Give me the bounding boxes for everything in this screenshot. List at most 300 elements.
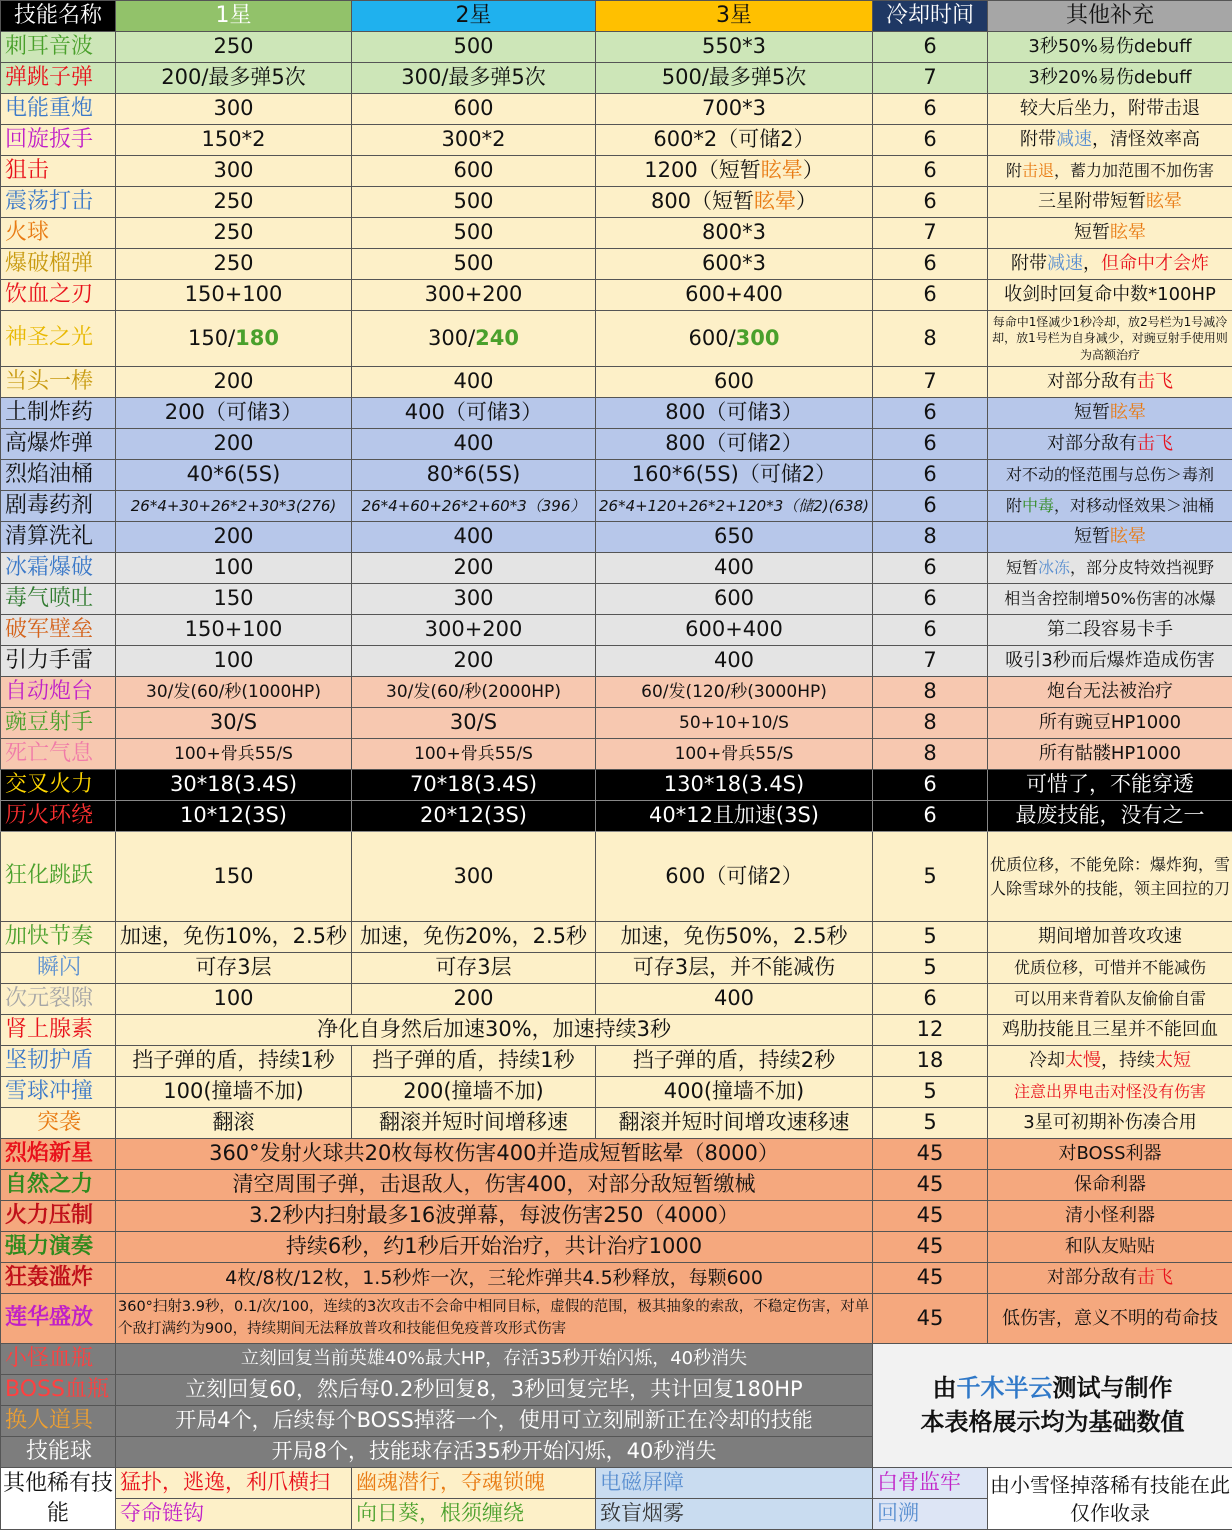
cooldown-value: 6 xyxy=(873,615,988,646)
item-desc: 立刻回复60，然后每0.2秒回复8，3秒回复完毕，共计回复180HP xyxy=(116,1375,873,1406)
table-row xyxy=(1,584,1232,615)
rare-skill: 白骨监牢 xyxy=(873,1468,988,1499)
note-highlight: 眩晕 xyxy=(1110,402,1146,424)
star3-value: 550*3 xyxy=(596,32,873,63)
table-row xyxy=(1,739,1232,770)
skill-name: 冰霜爆破 xyxy=(1,553,116,584)
note: 保命利器 xyxy=(988,1170,1232,1201)
note-text: 短暂 xyxy=(1074,402,1110,424)
note-text: ，清怪效率高 xyxy=(1092,129,1200,151)
item-desc: 立刻回复当前英雄40%最大HP，存活35秒开始闪烁，40秒消失 xyxy=(116,1344,873,1375)
note-text: 附 xyxy=(1005,496,1022,516)
note: 对BOSS利器 xyxy=(988,1139,1232,1170)
cooldown-value: 6 xyxy=(873,984,988,1015)
star3-value: 400(撞墙不加) xyxy=(596,1077,873,1108)
table-row xyxy=(1,832,1232,922)
note xyxy=(988,491,1232,522)
skill-name: 雪球冲撞 xyxy=(1,1077,116,1108)
star3-value xyxy=(596,187,873,218)
star2-value: 翻滚并短时间增移速 xyxy=(352,1108,596,1139)
note xyxy=(988,1046,1232,1077)
table-row xyxy=(1,1170,1232,1201)
skill-name: 狂轰滥炸 xyxy=(1,1263,116,1294)
value-text: ） xyxy=(802,158,824,183)
table-row xyxy=(1,218,1232,249)
note: 吸引3秒而后爆炸造成伤害 xyxy=(988,646,1232,677)
header-1star: 1星 xyxy=(116,1,352,32)
note: 3秒20%易伤debuff xyxy=(988,63,1232,94)
skill-name: 狂化跳跃 xyxy=(1,832,116,922)
value-highlight: 眩晕 xyxy=(754,189,797,214)
star1-value: 30/S xyxy=(116,708,352,739)
cooldown-value: 6 xyxy=(873,553,988,584)
note-text: ，持续 xyxy=(1101,1050,1155,1072)
star2-value: 30/S xyxy=(352,708,596,739)
note-text: 冷却 xyxy=(1029,1050,1065,1072)
item-name: 技能球 xyxy=(1,1437,116,1468)
merged-value: 360°扫射3.9秒，0.1/次/100，连续的3次攻击不会命中相同目标，虚假的范围，极其抽象的索敌，不稳定伤害，对单个敌打满约为900，持续期间无法释放普攻和技能但免疫普攻形式伤害 xyxy=(116,1294,873,1344)
table-row xyxy=(1,1232,1232,1263)
note xyxy=(988,1263,1232,1294)
note: 优质位移，不能免除：爆炸狗，雪人除雪球外的技能，领主回拉的刀 xyxy=(988,832,1232,922)
note-highlight: 冰冻 xyxy=(1037,558,1070,578)
note-highlight: 击飞 xyxy=(1137,433,1173,455)
star1-value: 100 xyxy=(116,984,352,1015)
skill-name: 烈焰新星 xyxy=(1,1139,116,1170)
star2-value: 500 xyxy=(352,218,596,249)
header-cooldown: 冷却时间 xyxy=(873,1,988,32)
star3-value: 130*18(3.4S) xyxy=(596,770,873,801)
star2-value: 400（可储3） xyxy=(352,398,596,429)
star2-value: 300/最多弹5次 xyxy=(352,63,596,94)
table-row xyxy=(1,1046,1232,1077)
star2-value: 20*12(3S) xyxy=(352,801,596,832)
note-text: 附 xyxy=(1005,161,1022,181)
skill-name: 肾上腺素 xyxy=(1,1015,116,1046)
star3-value: 650 xyxy=(596,522,873,553)
item-name: 小怪血瓶 xyxy=(1,1344,116,1375)
table-row xyxy=(1,801,1232,832)
note: 对不动的怪范围与总伤＞毒剂 xyxy=(988,460,1232,491)
value-text: 300/ xyxy=(427,325,476,350)
cooldown-value: 5 xyxy=(873,953,988,984)
star3-value: 挡子弹的盾，持续2秒 xyxy=(596,1046,873,1077)
table-row xyxy=(1,187,1232,218)
note: 3星可初期补伤凑合用 xyxy=(988,1108,1232,1139)
skill-name: 毒气喷吐 xyxy=(1,584,116,615)
star3-value xyxy=(596,156,873,187)
skill-name: 死亡气息 xyxy=(1,739,116,770)
star1-value: 加速，免伤10%，2.5秒 xyxy=(116,922,352,953)
star2-value: 300 xyxy=(352,584,596,615)
star3-value: 400 xyxy=(596,553,873,584)
note xyxy=(988,553,1232,584)
rare-skill: 夺命链钩 xyxy=(116,1499,352,1530)
item-desc: 开局4个，后续每个BOSS掉落一个，使用可立刻刷新正在冷却的技能 xyxy=(116,1406,873,1437)
star1-value: 26*4+30+26*2+30*3(276) xyxy=(116,491,352,522)
cooldown-value: 6 xyxy=(873,187,988,218)
note xyxy=(988,367,1232,398)
star2-value: 300 xyxy=(352,832,596,922)
rare-row xyxy=(1,1468,1232,1499)
merged-value: 清空周围子弹，击退敌人，伤害400，对部分敌短暂缴械 xyxy=(116,1170,873,1201)
note xyxy=(988,125,1232,156)
header-2star: 2星 xyxy=(352,1,596,32)
star2-value: 200 xyxy=(352,984,596,1015)
cooldown-value: 45 xyxy=(873,1201,988,1232)
header-skill: 技能名称 xyxy=(1,1,116,32)
note: 第二段容易卡手 xyxy=(988,615,1232,646)
star2-value: 200 xyxy=(352,553,596,584)
skill-name: 火力压制 xyxy=(1,1201,116,1232)
skill-name: 烈焰油桶 xyxy=(1,460,116,491)
skill-name: 火球 xyxy=(1,218,116,249)
star3-value: 400 xyxy=(596,646,873,677)
skill-name: 饮血之刃 xyxy=(1,280,116,311)
note: 所有骷髅HP1000 xyxy=(988,739,1232,770)
star3-value: 800*3 xyxy=(596,218,873,249)
table-row xyxy=(1,94,1232,125)
star3-value xyxy=(596,311,873,367)
note: 注意出界电击对怪没有伤害 xyxy=(988,1077,1232,1108)
star3-value: 800（可储2） xyxy=(596,429,873,460)
cooldown-value: 6 xyxy=(873,398,988,429)
table-row xyxy=(1,708,1232,739)
table-row xyxy=(1,311,1232,367)
skill-name: 引力手雷 xyxy=(1,646,116,677)
skill-name: 刺耳音波 xyxy=(1,32,116,63)
skill-name: 突袭 xyxy=(1,1108,116,1139)
star1-value: 200 xyxy=(116,429,352,460)
table-row xyxy=(1,646,1232,677)
cooldown-value: 8 xyxy=(873,522,988,553)
rare-skill: 回溯 xyxy=(873,1499,988,1530)
skill-name: 加快节奏 xyxy=(1,922,116,953)
value-highlight: 240 xyxy=(475,325,519,350)
star1-value: 250 xyxy=(116,249,352,280)
cooldown-value: 12 xyxy=(873,1015,988,1046)
star1-value: 30*18(3.4S) xyxy=(116,770,352,801)
star2-value: 400 xyxy=(352,367,596,398)
item-row xyxy=(1,1344,1232,1375)
value-text: 150/ xyxy=(187,325,236,350)
star1-value: 10*12(3S) xyxy=(116,801,352,832)
star2-value: 300+200 xyxy=(352,280,596,311)
note xyxy=(988,218,1232,249)
credit-author: 千木半云 xyxy=(956,1373,1053,1402)
skill-name: 高爆炸弹 xyxy=(1,429,116,460)
skill-name: 自动炮台 xyxy=(1,677,116,708)
note-text: ，蓄力加范围不加伤害 xyxy=(1054,161,1215,181)
star1-value: 40*6(5S) xyxy=(116,460,352,491)
skill-name: 剧毒药剂 xyxy=(1,491,116,522)
star1-value: 200（可储3） xyxy=(116,398,352,429)
star2-value: 400 xyxy=(352,429,596,460)
note-text: ，对移动怪效果＞油桶 xyxy=(1054,496,1215,516)
skill-name: 豌豆射手 xyxy=(1,708,116,739)
table-row xyxy=(1,522,1232,553)
star3-value: 600（可储2） xyxy=(596,832,873,922)
star2-value: 30/发(60/秒(2000HP) xyxy=(352,677,596,708)
skill-name: 神圣之光 xyxy=(1,311,116,367)
rare-skill: 电磁屏障 xyxy=(596,1468,873,1499)
star1-value: 250 xyxy=(116,187,352,218)
star1-value: 翻滚 xyxy=(116,1108,352,1139)
note-text: 附带 xyxy=(1011,253,1047,275)
skill-name: 交叉火力 xyxy=(1,770,116,801)
note-text: 短暂 xyxy=(1074,222,1110,244)
cooldown-value: 8 xyxy=(873,311,988,367)
star2-value: 100+骨兵55/S xyxy=(352,739,596,770)
table-row xyxy=(1,429,1232,460)
star3-value: 可存3层，并不能减伤 xyxy=(596,953,873,984)
cooldown-value: 5 xyxy=(873,922,988,953)
star2-value: 200(撞墙不加) xyxy=(352,1077,596,1108)
table-row xyxy=(1,1201,1232,1232)
star1-value: 250 xyxy=(116,218,352,249)
value-highlight: 180 xyxy=(235,325,279,350)
note: 和队友贴贴 xyxy=(988,1232,1232,1263)
note-highlight: 眩晕 xyxy=(1110,526,1146,548)
star1-value: 200/最多弹5次 xyxy=(116,63,352,94)
cooldown-value: 45 xyxy=(873,1263,988,1294)
skill-name: 弹跳子弹 xyxy=(1,63,116,94)
star1-value: 150 xyxy=(116,584,352,615)
note: 鸡肋技能且三星并不能回血 xyxy=(988,1015,1232,1046)
cooldown-value: 5 xyxy=(873,1108,988,1139)
star3-value: 500/最多弹5次 xyxy=(596,63,873,94)
star1-value: 150+100 xyxy=(116,615,352,646)
note-highlight: 但命中才会炸 xyxy=(1101,253,1209,275)
note: 清小怪利器 xyxy=(988,1201,1232,1232)
credit-suffix: 测试与制作 xyxy=(1052,1373,1173,1402)
note: 低伤害，意义不明的苟命技 xyxy=(988,1294,1232,1344)
cooldown-value: 6 xyxy=(873,156,988,187)
star1-value: 200 xyxy=(116,367,352,398)
star3-value: 700*3 xyxy=(596,94,873,125)
header-row xyxy=(1,1,1232,32)
star2-value: 可存3层 xyxy=(352,953,596,984)
table-row xyxy=(1,677,1232,708)
star3-value: 60/发(120/秒(3000HP) xyxy=(596,677,873,708)
value-highlight: 300 xyxy=(735,325,780,350)
merged-value: 净化自身然后加速30%，加速持续3秒 xyxy=(116,1015,873,1046)
star2-value: 500 xyxy=(352,32,596,63)
skill-name: 坚韧护盾 xyxy=(1,1046,116,1077)
table-row xyxy=(1,1108,1232,1139)
rare-skill: 向日葵，根须缠绕 xyxy=(352,1499,596,1530)
star1-value xyxy=(116,311,352,367)
cooldown-value: 8 xyxy=(873,739,988,770)
cooldown-value: 5 xyxy=(873,1077,988,1108)
star1-value: 挡子弹的盾，持续1秒 xyxy=(116,1046,352,1077)
merged-value: 持续6秒，约1秒后开始治疗，共计治疗1000 xyxy=(116,1232,873,1263)
note-highlight: 减速 xyxy=(1047,253,1083,275)
value-text: ） xyxy=(796,189,818,214)
note-text: 对部分敌有 xyxy=(1047,433,1137,455)
star3-value: 加速，免伤50%，2.5秒 xyxy=(596,922,873,953)
note-text: 短暂 xyxy=(1074,526,1110,548)
cooldown-value: 6 xyxy=(873,460,988,491)
note-text: ， xyxy=(1083,253,1101,275)
cooldown-value: 8 xyxy=(873,677,988,708)
skill-name: 破军壁垒 xyxy=(1,615,116,646)
skill-name: 瞬闪 xyxy=(1,953,116,984)
note: 可惜了，不能穿透 xyxy=(988,770,1232,801)
skill-name: 当头一棒 xyxy=(1,367,116,398)
star3-value: 160*6(5S)（可储2） xyxy=(596,460,873,491)
table-row xyxy=(1,1139,1232,1170)
credit-line-2: 本表格展示均为基础数值 xyxy=(920,1407,1185,1436)
merged-value: 4枚/8枚/12枚，1.5秒炸一次，三轮炸弹共4.5秒释放，每颗600 xyxy=(116,1263,873,1294)
note-text: 短暂 xyxy=(1005,558,1038,578)
cooldown-value: 6 xyxy=(873,280,988,311)
cooldown-value: 6 xyxy=(873,491,988,522)
cooldown-value: 45 xyxy=(873,1232,988,1263)
cooldown-value: 7 xyxy=(873,367,988,398)
cooldown-value: 6 xyxy=(873,125,988,156)
cooldown-value: 45 xyxy=(873,1170,988,1201)
table-row xyxy=(1,367,1232,398)
star3-value: 600 xyxy=(596,367,873,398)
table-row xyxy=(1,491,1232,522)
note: 炮台无法被治疗 xyxy=(988,677,1232,708)
item-desc: 开局8个，技能球存活35秒开始闪烁，40秒消失 xyxy=(116,1437,873,1468)
skill-name: 电能重炮 xyxy=(1,94,116,125)
table-row xyxy=(1,1294,1232,1344)
cooldown-value: 6 xyxy=(873,770,988,801)
note-highlight: 减速 xyxy=(1056,129,1092,151)
note-highlight: 太短 xyxy=(1155,1050,1191,1072)
item-name: BOSS血瓶 xyxy=(1,1375,116,1406)
table-row xyxy=(1,1015,1232,1046)
note-highlight: 眩晕 xyxy=(1110,222,1146,244)
table-row xyxy=(1,553,1232,584)
value-text: 1200（短暂 xyxy=(644,158,761,183)
note: 收剑时回复命中数*100HP xyxy=(988,280,1232,311)
rare-skill: 致盲烟雾 xyxy=(596,1499,873,1530)
cooldown-value: 8 xyxy=(873,708,988,739)
value-text: 600/ xyxy=(688,325,736,350)
note: 相当舍控制增50%伤害的冰爆 xyxy=(988,584,1232,615)
skill-name: 爆破榴弹 xyxy=(1,249,116,280)
note-highlight: 击飞 xyxy=(1137,1267,1173,1289)
cooldown-value: 7 xyxy=(873,646,988,677)
star2-value: 70*18(3.4S) xyxy=(352,770,596,801)
cooldown-value: 6 xyxy=(873,32,988,63)
rare-skill: 猛扑，逃逸，利爪横扫 xyxy=(116,1468,352,1499)
cooldown-value: 45 xyxy=(873,1139,988,1170)
star1-value: 100(撞墙不加) xyxy=(116,1077,352,1108)
skill-name: 历火环绕 xyxy=(1,801,116,832)
star1-value: 300 xyxy=(116,156,352,187)
header-3star: 3星 xyxy=(596,1,873,32)
skill-name: 次元裂隙 xyxy=(1,984,116,1015)
table-row xyxy=(1,460,1232,491)
cooldown-value: 6 xyxy=(873,94,988,125)
cooldown-value: 6 xyxy=(873,801,988,832)
note-highlight: 中毒 xyxy=(1021,496,1054,516)
cooldown-value: 5 xyxy=(873,832,988,922)
star1-value: 30/发(60/秒(1000HP) xyxy=(116,677,352,708)
star3-value: 600*3 xyxy=(596,249,873,280)
star2-value: 26*4+60+26*2+60*3（396） xyxy=(352,491,596,522)
star1-value: 150 xyxy=(116,832,352,922)
table-row xyxy=(1,1263,1232,1294)
star1-value: 100+骨兵55/S xyxy=(116,739,352,770)
star2-value: 400 xyxy=(352,522,596,553)
note: 期间增加普攻攻速 xyxy=(988,922,1232,953)
star3-value: 600 xyxy=(596,584,873,615)
note: 可以用来背着队友偷偷自雷 xyxy=(988,984,1232,1015)
note-text: 附带 xyxy=(1020,129,1056,151)
note-highlight: 太慢 xyxy=(1065,1050,1101,1072)
cooldown-value: 7 xyxy=(873,218,988,249)
note: 所有豌豆HP1000 xyxy=(988,708,1232,739)
table-row xyxy=(1,922,1232,953)
table-row xyxy=(1,398,1232,429)
note: 最废技能，没有之一 xyxy=(988,801,1232,832)
rare-note: 由小雪怪掉落稀有技能在此仅作收录 xyxy=(988,1468,1232,1530)
rare-label: 其他稀有技能 xyxy=(1,1468,116,1530)
star1-value: 100 xyxy=(116,646,352,677)
merged-value: 360°发射火球共20枚每枚伤害400并造成短暂眩晕（8000） xyxy=(116,1139,873,1170)
cooldown-value: 6 xyxy=(873,584,988,615)
item-name: 换人道具 xyxy=(1,1406,116,1437)
table-row xyxy=(1,249,1232,280)
table-row xyxy=(1,953,1232,984)
rare-skill: 幽魂潜行，夺魂锁魄 xyxy=(352,1468,596,1499)
note-highlight: 击退 xyxy=(1021,161,1054,181)
note-highlight: 眩晕 xyxy=(1146,191,1182,213)
skill-name: 莲华盛放 xyxy=(1,1294,116,1344)
star3-value: 600*2（可储2） xyxy=(596,125,873,156)
star2-value: 加速，免伤20%，2.5秒 xyxy=(352,922,596,953)
star3-value: 26*4+120+26*2+120*3（储2)(638) xyxy=(596,491,873,522)
star2-value: 500 xyxy=(352,249,596,280)
star3-value: 800（可储3） xyxy=(596,398,873,429)
note-text: 三星附带短暂 xyxy=(1038,191,1146,213)
star3-value: 翻滚并短时间增攻速移速 xyxy=(596,1108,873,1139)
note: 较大后坐力，附带击退 xyxy=(988,94,1232,125)
table-row xyxy=(1,63,1232,94)
star3-value: 600+400 xyxy=(596,615,873,646)
table-row xyxy=(1,615,1232,646)
value-text: 800（短暂 xyxy=(650,189,755,214)
star2-value: 300*2 xyxy=(352,125,596,156)
note xyxy=(988,429,1232,460)
star3-value: 100+骨兵55/S xyxy=(596,739,873,770)
star3-value: 600+400 xyxy=(596,280,873,311)
table-row xyxy=(1,1077,1232,1108)
star2-value: 300+200 xyxy=(352,615,596,646)
star2-value: 500 xyxy=(352,187,596,218)
star3-value: 50+10+10/S xyxy=(596,708,873,739)
star2-value xyxy=(352,311,596,367)
skill-name: 清算洗礼 xyxy=(1,522,116,553)
skill-name: 狙击 xyxy=(1,156,116,187)
skill-name: 自然之力 xyxy=(1,1170,116,1201)
note-text: ，部分皮特效挡视野 xyxy=(1070,558,1215,578)
star1-value: 可存3层 xyxy=(116,953,352,984)
star1-value: 200 xyxy=(116,522,352,553)
credit-line-1 xyxy=(875,1372,1230,1406)
skill-name: 震荡打击 xyxy=(1,187,116,218)
star1-value: 100 xyxy=(116,553,352,584)
note xyxy=(988,249,1232,280)
value-highlight: 眩晕 xyxy=(760,158,803,183)
table-row xyxy=(1,156,1232,187)
